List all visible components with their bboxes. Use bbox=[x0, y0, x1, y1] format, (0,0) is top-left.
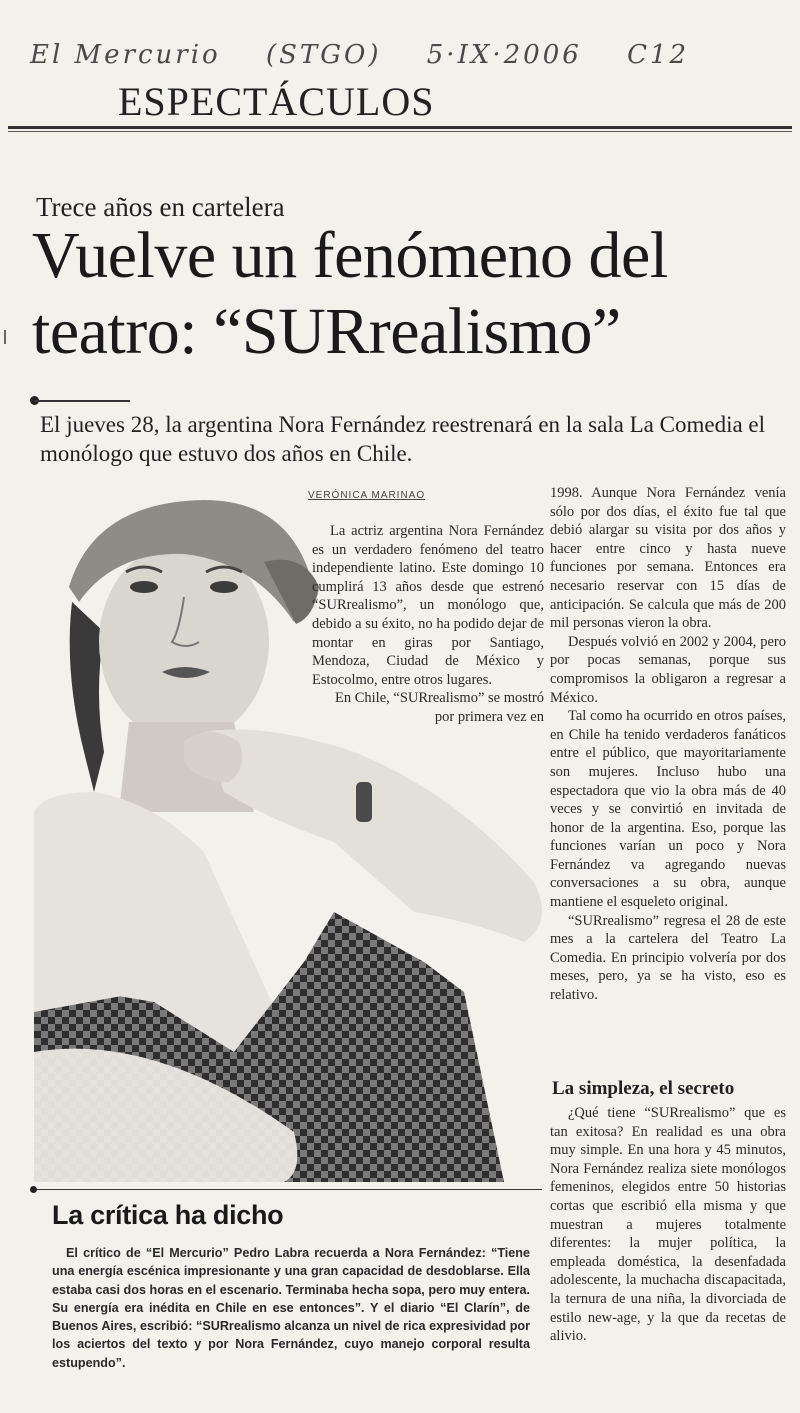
section-title: ESPECTÁCULOS bbox=[118, 79, 435, 124]
sidebar-body: El crítico de “El Mercurio” Pedro Labra recuerda a Nora Fernández: “Tiene una energía escénica impresionante y una gran capacidad de desdoblarse. Ella estaba casi dos horas en el escenario. Terminaba hecha sopa, pero muy entera. Su energía era inédita en Chile en ese entonces”. Y el diario “El Clarín”, de Buenos Aires, escribió: “SURrealismo alcanza un nivel de rica expresividad por los aciertos del texto y por Nora Fernández, cuyo manejo corporal resulta estupendo”. bbox=[52, 1246, 530, 1370]
article-column-1 bbox=[312, 522, 544, 727]
handwritten-edition: (STGO) bbox=[265, 40, 382, 70]
kicker: Trece años en cartelera bbox=[36, 192, 285, 222]
handwritten-page: C12 bbox=[627, 40, 690, 70]
article-paragraph: En Chile, “SURrealismo” se mostró por primera vez en bbox=[334, 690, 544, 725]
handwritten-source: El Mercurio bbox=[30, 40, 221, 70]
article-column-3 bbox=[550, 1104, 786, 1346]
section-rule bbox=[8, 126, 792, 129]
article-paragraph: Tal como ha ocurrido en otros países, en Chile ha tenido verdaderos fanáticos entre el público, que mayoritariamente son mujeres. Incluso hubo una espectadora que vio la obra más de 40 veces y se convirtió en invitada de honor de la argentina. Eso, porque las funciones varían un poco y Nora Fernández va agregando nuevas conversaciones a su obra, aunque mantiene el esqueleto original. bbox=[550, 708, 786, 911]
scan-mark bbox=[4, 330, 12, 344]
sidebar-title: La crítica ha dicho bbox=[52, 1200, 284, 1230]
byline: VERÓNICA MARINAO bbox=[308, 490, 426, 501]
subheading: La simpleza, el secreto bbox=[552, 1078, 735, 1099]
handwritten-date: 5·IX·2006 bbox=[426, 40, 582, 70]
headline: Vuelve un fenómeno del teatro: “SURrealismo” bbox=[32, 219, 668, 368]
handwritten-note bbox=[30, 40, 710, 80]
lead-paragraph: El jueves 28, la argentina Nora Fernández reestrenará en la sala La Comedia el monólogo que estuvo dos años en Chile. bbox=[40, 412, 766, 466]
article-paragraph: 1998. Aunque Nora Fernández venía sólo por dos días, el éxito fue tal que debió alargar su visita por dos años y hacer entre cinco y hasta nueve funciones por semana. Entonces era necesario reservar con 15 días de anticipación. Se calcula que más de 200 mil personas vieron la obra. bbox=[550, 485, 786, 632]
lead-rule bbox=[34, 400, 130, 402]
section-rule-thin bbox=[8, 131, 792, 132]
article-column-2 bbox=[550, 484, 786, 1005]
article-paragraph: “SURrealismo” regresa el 28 de este mes a la cartelera del Teatro La Comedia. En principio volvería por dos meses, pero, ya se ha visto, eso es relativo. bbox=[550, 912, 786, 1004]
sidebar-rule bbox=[36, 1189, 542, 1190]
article-paragraph: La actriz argentina Nora Fernández es un verdadero fenómeno del teatro independiente latino. Este domingo 10 cumplirá 13 años desde que estrenó “SURrealismo”, un monólogo que, debido a su éxito, no ha podido dejar de montar en giras por Santiago, Mendoza, Ciudad de México y Estocolmo, entre otros lugares. bbox=[312, 523, 544, 688]
article-paragraph: Después volvió en 2002 y 2004, pero por pocas semanas, porque sus compromisos la obligaron a regresar a México. bbox=[550, 633, 786, 706]
article-paragraph: ¿Qué tiene “SURrealismo” que es tan exitosa? En realidad es una obra muy simple. En una hora y 45 minutos, Nora Fernández realiza siete monólogos femeninos, elegidos entre 50 historias cortas que escribió ella misma y que muestran a mujeres totalmente diferentes: la mujer política, la empleada doméstica, la desenfadada adolescente, la muchacha discapacitada, la ternura de una niña, la divorciada de estilo new-age, y la que da recetas de alivio. bbox=[550, 1105, 786, 1345]
